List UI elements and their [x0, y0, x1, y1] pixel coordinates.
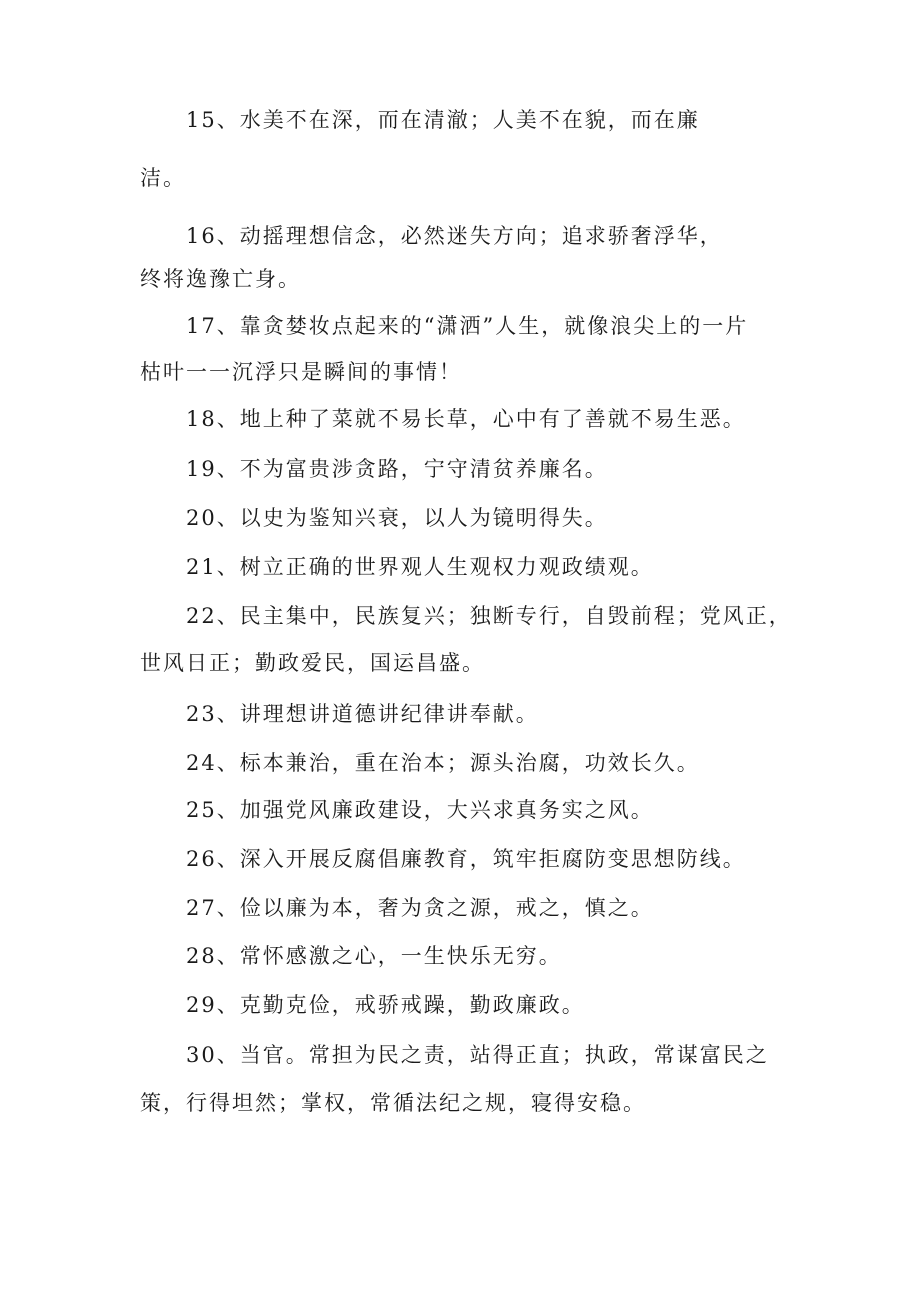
item-27-line: 27、俭以廉为本，奢为贪之源，戒之，慎之。: [186, 896, 654, 920]
item-20-line: 20、以史为鉴知兴衰，以人为镜明得失。: [186, 506, 608, 530]
item-17-line-2: 枯叶一一沉浮只是瞬间的事情！: [140, 360, 462, 384]
item-18-line: 18、地上种了菜就不易长草，心中有了善就不易生恶。: [186, 407, 746, 431]
item-30-line-2: 策，行得坦然；掌权，常循法纪之规，寝得安稳。: [140, 1091, 646, 1115]
item-25-line: 25、加强党风廉政建设，大兴求真务实之风。: [186, 798, 654, 822]
item-16-line-2: 终将逸豫亡身。: [140, 267, 301, 291]
item-16-line-1: 16、动摇理想信念，必然迷失方向；追求骄奢浮华，: [186, 224, 723, 248]
item-15-line-1: 15、水美不在深，而在清澈；人美不在貌，而在廉: [186, 108, 700, 132]
item-22-line-1: 22、民主集中，民族复兴；独断专行，自毁前程；党风正，: [186, 604, 792, 628]
item-23-line: 23、讲理想讲道德讲纪律讲奉献。: [186, 702, 539, 726]
item-26-line: 26、深入开展反腐倡廉教育，筑牢拒腐防变思想防线。: [186, 847, 746, 871]
item-21-line: 21、树立正确的世界观人生观权力观政绩观。: [186, 555, 654, 579]
item-29-line: 29、克勤克俭，戒骄戒躁，勤政廉政。: [186, 993, 585, 1017]
item-24-line: 24、标本兼治，重在治本；源头治腐，功效长久。: [186, 751, 700, 775]
item-22-line-2: 世风日正；勤政爱民，国运昌盛。: [140, 651, 485, 675]
item-19-line: 19、不为富贵涉贪路，宁守清贫养廉名。: [186, 457, 608, 481]
item-30-line-1: 30、当官。常担为民之责，站得正直；执政，常谋富民之: [186, 1043, 769, 1067]
item-17-line-1: 17、靠贪婪妆点起来的“潇洒”人生，就像浪尖上的一片: [186, 314, 749, 338]
item-15-line-2: 洁。: [140, 166, 186, 190]
item-28-line: 28、常怀感激之心，一生快乐无穷。: [186, 944, 562, 968]
